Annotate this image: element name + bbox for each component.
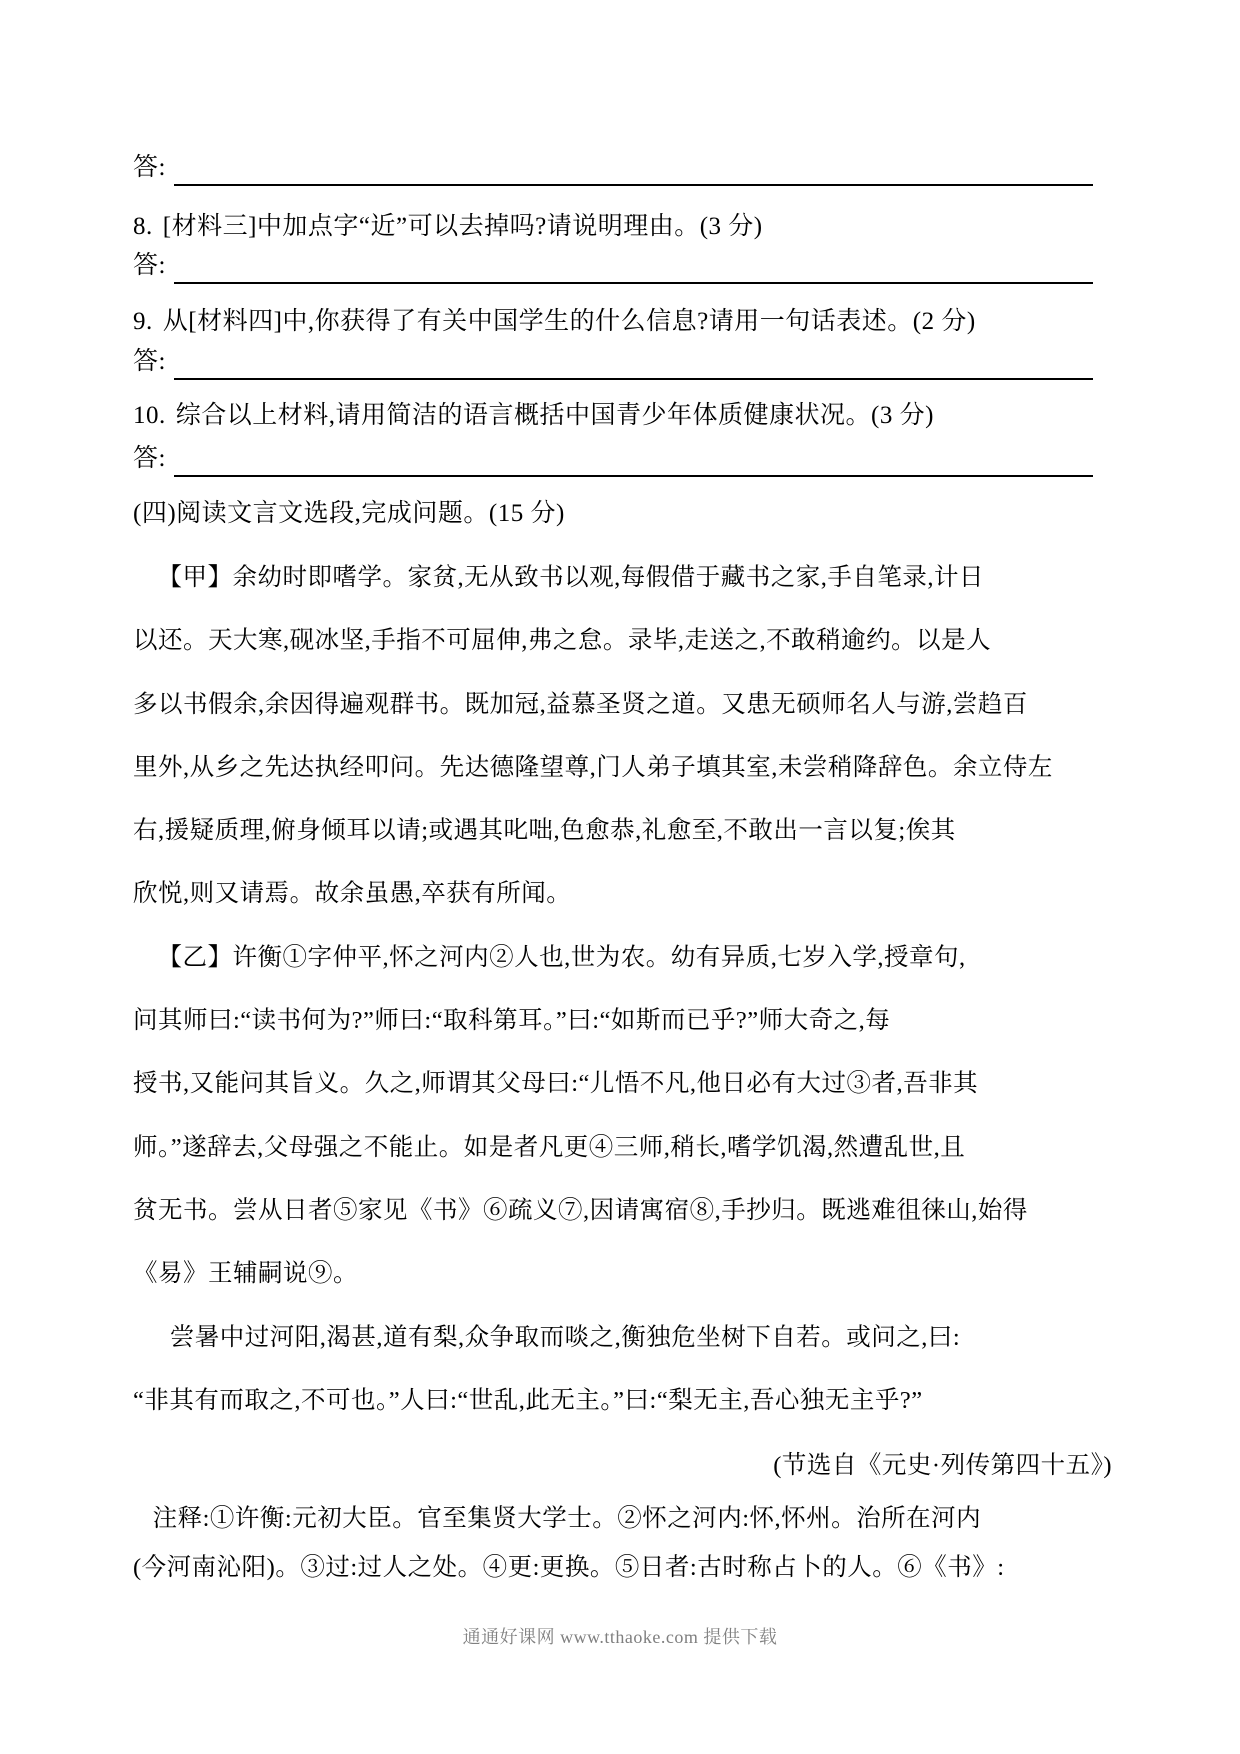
passage-yi-line: 【乙】许衡①字仲平,怀之河内②人也,世为农。幼有异质,七岁入学,授章句, [157, 943, 966, 971]
answer-blank-line [174, 344, 1093, 380]
question-text: 从[材料四]中,你获得了有关中国学生的什么信息?请用一句话表述。(2 分) [162, 308, 976, 335]
passage-yi-line: 问其师曰:“读书何为?”师曰:“取科第耳。”曰:“如斯而已乎?”师大奇之,每 [133, 1007, 891, 1035]
answer-row-1 [133, 150, 1105, 186]
question-number: 8. [133, 213, 153, 240]
answer-blank-line [174, 248, 1093, 284]
answer-label: 答: [133, 445, 166, 472]
site-watermark-footer: 通通好课网 www.tthaoke.com 提供下载 [462, 1627, 778, 1647]
passage-source-citation: (节选自《元史·列传第四十五》) [773, 1452, 1112, 1480]
question-8 [133, 212, 1105, 242]
answer-blank-line [174, 441, 1093, 477]
passage-pear-line: 尝暑中过河阳,渴甚,道有梨,众争取而啖之,衡独危坐树下自若。或问之,曰: [169, 1323, 961, 1351]
classical-passage [133, 546, 1112, 1592]
passage-jia-line: 里外,从乡之先达执经叩问。先达德隆望尊,门人弟子填其室,未尝稍降辞色。余立侍左 [133, 753, 1053, 781]
section-header-text: (四)阅读文言文选段,完成问题。(15 分) [133, 500, 565, 527]
answer-label: 答: [133, 154, 166, 181]
passage-notes-line: 注释:①许衡:元初大臣。官至集贤大学士。②怀之河内:怀,怀州。治所在河内 [152, 1505, 982, 1533]
question-text: [材料三]中加点字“近”可以去掉吗?请说明理由。(3 分) [162, 213, 763, 240]
answer-blank-line [174, 150, 1093, 186]
answer-label: 答: [133, 252, 166, 279]
question-10 [133, 401, 1105, 431]
passage-notes-line: (今河南沁阳)。③过:过人之处。④更:更换。⑤日者:古时称占卜的人。⑥《书》: [133, 1554, 1005, 1582]
passage-yi-line: 贫无书。尝从日者⑤家见《书》⑥疏义⑦,因请寓宿⑧,手抄归。既逃难徂徕山,始得 [133, 1196, 1028, 1224]
section-header [133, 499, 1105, 529]
passage-yi-line: 授书,又能问其旨义。久之,师谓其父母曰:“儿悟不凡,他日必有大过③者,吾非其 [133, 1070, 979, 1098]
question-9 [133, 307, 1105, 337]
passage-yi-line: 师。”遂辞去,父母强之不能止。如是者凡更④三师,稍长,嗜学饥渴,然遭乱世,且 [133, 1133, 966, 1161]
passage-pear-line: “非其有而取之,不可也。”人曰:“世乱,此无主。”曰:“梨无主,吾心独无主乎?” [133, 1386, 923, 1414]
answer-row-3 [133, 344, 1105, 380]
answer-label: 答: [133, 348, 166, 375]
passage-jia-line: 多以书假余,余因得遍观群书。既加冠,益慕圣贤之道。又患无硕师名人与游,尝趋百 [133, 690, 1028, 718]
passage-yi-line: 《易》王辅嗣说⑨。 [133, 1260, 358, 1288]
question-number: 10. [133, 402, 166, 429]
passage-jia-line: 【甲】余幼时即嗜学。家贫,无从致书以观,每假借于藏书之家,手自笔录,计日 [157, 564, 984, 591]
passage-jia-line: 右,援疑质理,俯身倾耳以请;或遇其叱咄,色愈恭,礼愈至,不敢出一言以复;俟其 [133, 817, 956, 845]
question-number: 9. [133, 308, 153, 335]
passage-jia-line: 欣悦,则又请焉。故余虽愚,卒获有所闻。 [133, 880, 572, 908]
question-text: 综合以上材料,请用简洁的语言概括中国青少年体质健康状况。(3 分) [175, 402, 934, 429]
answer-row-4 [133, 441, 1105, 477]
answer-row-2 [133, 248, 1105, 284]
passage-jia-line: 以还。天大寒,砚冰坚,手指不可屈伸,弗之怠。录毕,走送之,不敢稍逾约。以是人 [133, 627, 992, 655]
